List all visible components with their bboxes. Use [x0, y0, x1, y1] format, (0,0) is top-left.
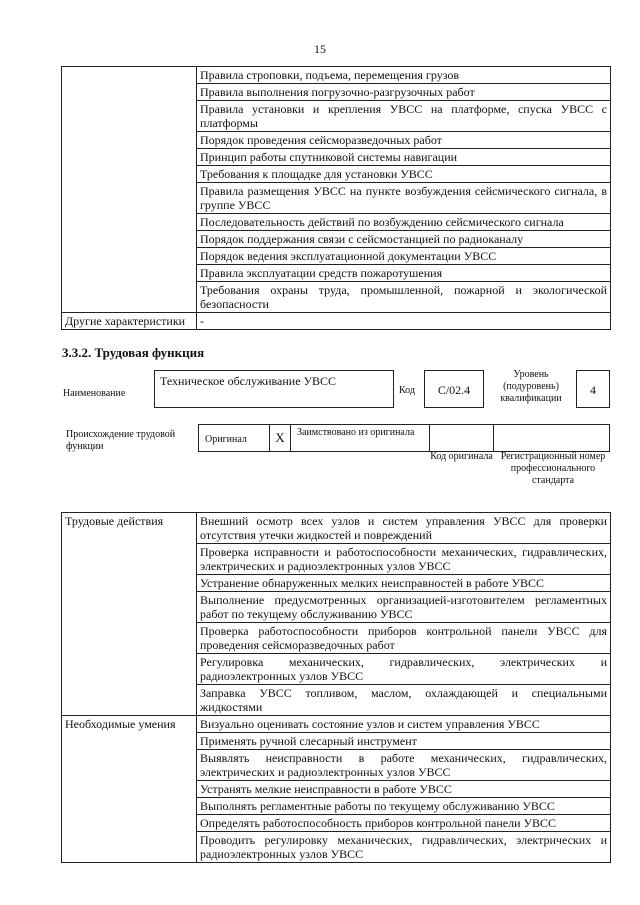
code-label: Код [399, 385, 415, 396]
function-name-box: Техническое обслуживание УВСС [154, 370, 394, 408]
code-value-box: С/02.4 [424, 370, 484, 408]
table-row [62, 313, 611, 330]
table-cell: Выполнение предусмотренных организацией-изготовителем регламентных работ по текущему обслуживанию УВСС [197, 592, 611, 623]
table-cell: Правила выполнения погрузочно-разгрузочных работ [197, 84, 611, 101]
reg-number-box [493, 424, 610, 452]
table-cell: Порядок проведения сейсморазведочных работ [197, 132, 611, 149]
table-cell: Принцип работы спутниковой системы навигации [197, 149, 611, 166]
table-cell: Последовательность действий по возбуждению сейсмического сигнала [197, 214, 611, 231]
other-characteristics-value: - [197, 313, 611, 330]
borrowed-label: Заимствовано из оригинала [290, 424, 430, 452]
skills-label: Необходимые умения [62, 716, 197, 863]
table-cell: Правила размещения УВСС на пункте возбуждения сейсмического сигнала, в группе УВСС [197, 183, 611, 214]
knowledge-table [61, 66, 611, 330]
table-cell: Проверка исправности и работоспособности механических, гидравлических, электрических и радиоэлектронных узлов УВСС [197, 544, 611, 575]
table-cell: Требования к площадке для установки УВСС [197, 166, 611, 183]
table-cell: Выявлять неисправности в работе механических, гидравлических, электрических и радиоэлектронных узлов УВСС [197, 750, 611, 781]
original-mark: X [269, 424, 291, 452]
table-cell: Регулировка механических, гидравлических, электрических и радиоэлектронных узлов УВСС [197, 654, 611, 685]
table-cell: Правила установки и крепления УВСС на платформе, спуска УВСС с платформы [197, 101, 611, 132]
table-cell: Проводить регулировку механических, гидравлических, электрических и радиоэлектронных узлов УВСС [197, 832, 611, 863]
qualification-level-label: Уровень (подуровень) квалификации [500, 369, 562, 404]
table-cell: Визуально оценивать состояние узлов и систем управления УВСС [197, 716, 611, 733]
table-cell: Заправка УВСС топливом, маслом, охлаждающей и специальными жидкостями [197, 685, 611, 716]
origin-code-box [429, 424, 494, 452]
actions-label: Трудовые действия [62, 513, 197, 716]
table-cell: Внешний осмотр всех узлов и систем управления УВСС для проверки отсутствия утечки жидкостей и повреждений [197, 513, 611, 544]
table-cell: Правила строповки, подъема, перемещения грузов [197, 67, 611, 84]
table-row [62, 67, 611, 84]
table-row [62, 513, 611, 544]
table-cell: Устранять мелкие неисправности в работе УВСС [197, 781, 611, 798]
table-cell: Требования охраны труда, промышленной, пожарной и экологической безопасности [197, 282, 611, 313]
table-cell: Проверка работоспособности приборов контрольной панели УВСС для проведения сейсморазведочных работ [197, 623, 611, 654]
original-label: Оригинал [198, 424, 270, 452]
name-label: Наименование [63, 388, 126, 399]
qualification-level-box: 4 [576, 370, 610, 408]
section-heading: 3.3.2. Трудовая функция [62, 345, 205, 360]
table-cell: Применять ручной слесарный инструмент [197, 733, 611, 750]
table-cell: Определять работоспособность приборов контрольной панели УВСС [197, 815, 611, 832]
table-row [62, 716, 611, 733]
table-cell: Порядок поддержания связи с сейсмостанцией по радиоканалу [197, 231, 611, 248]
table-cell: Правила эксплуатации средств пожаротушения [197, 265, 611, 282]
table-cell: Выполнять регламентные работы по текущему обслуживанию УВСС [197, 798, 611, 815]
origin-label: Происхождение трудовой функции [66, 429, 176, 452]
other-characteristics-label: Другие характеристики [62, 313, 197, 330]
page-number: 15 [314, 42, 326, 56]
table-label-cell [62, 67, 197, 313]
origin-code-label: Код оригинала [430, 451, 493, 462]
table-cell: Устранение обнаруженных мелких неисправностей в работе УВСС [197, 575, 611, 592]
reg-number-label: Регистрационный номер профессионального стандарта [500, 451, 606, 486]
table-cell: Порядок ведения эксплуатационной документации УВСС [197, 248, 611, 265]
function-table [61, 512, 611, 863]
